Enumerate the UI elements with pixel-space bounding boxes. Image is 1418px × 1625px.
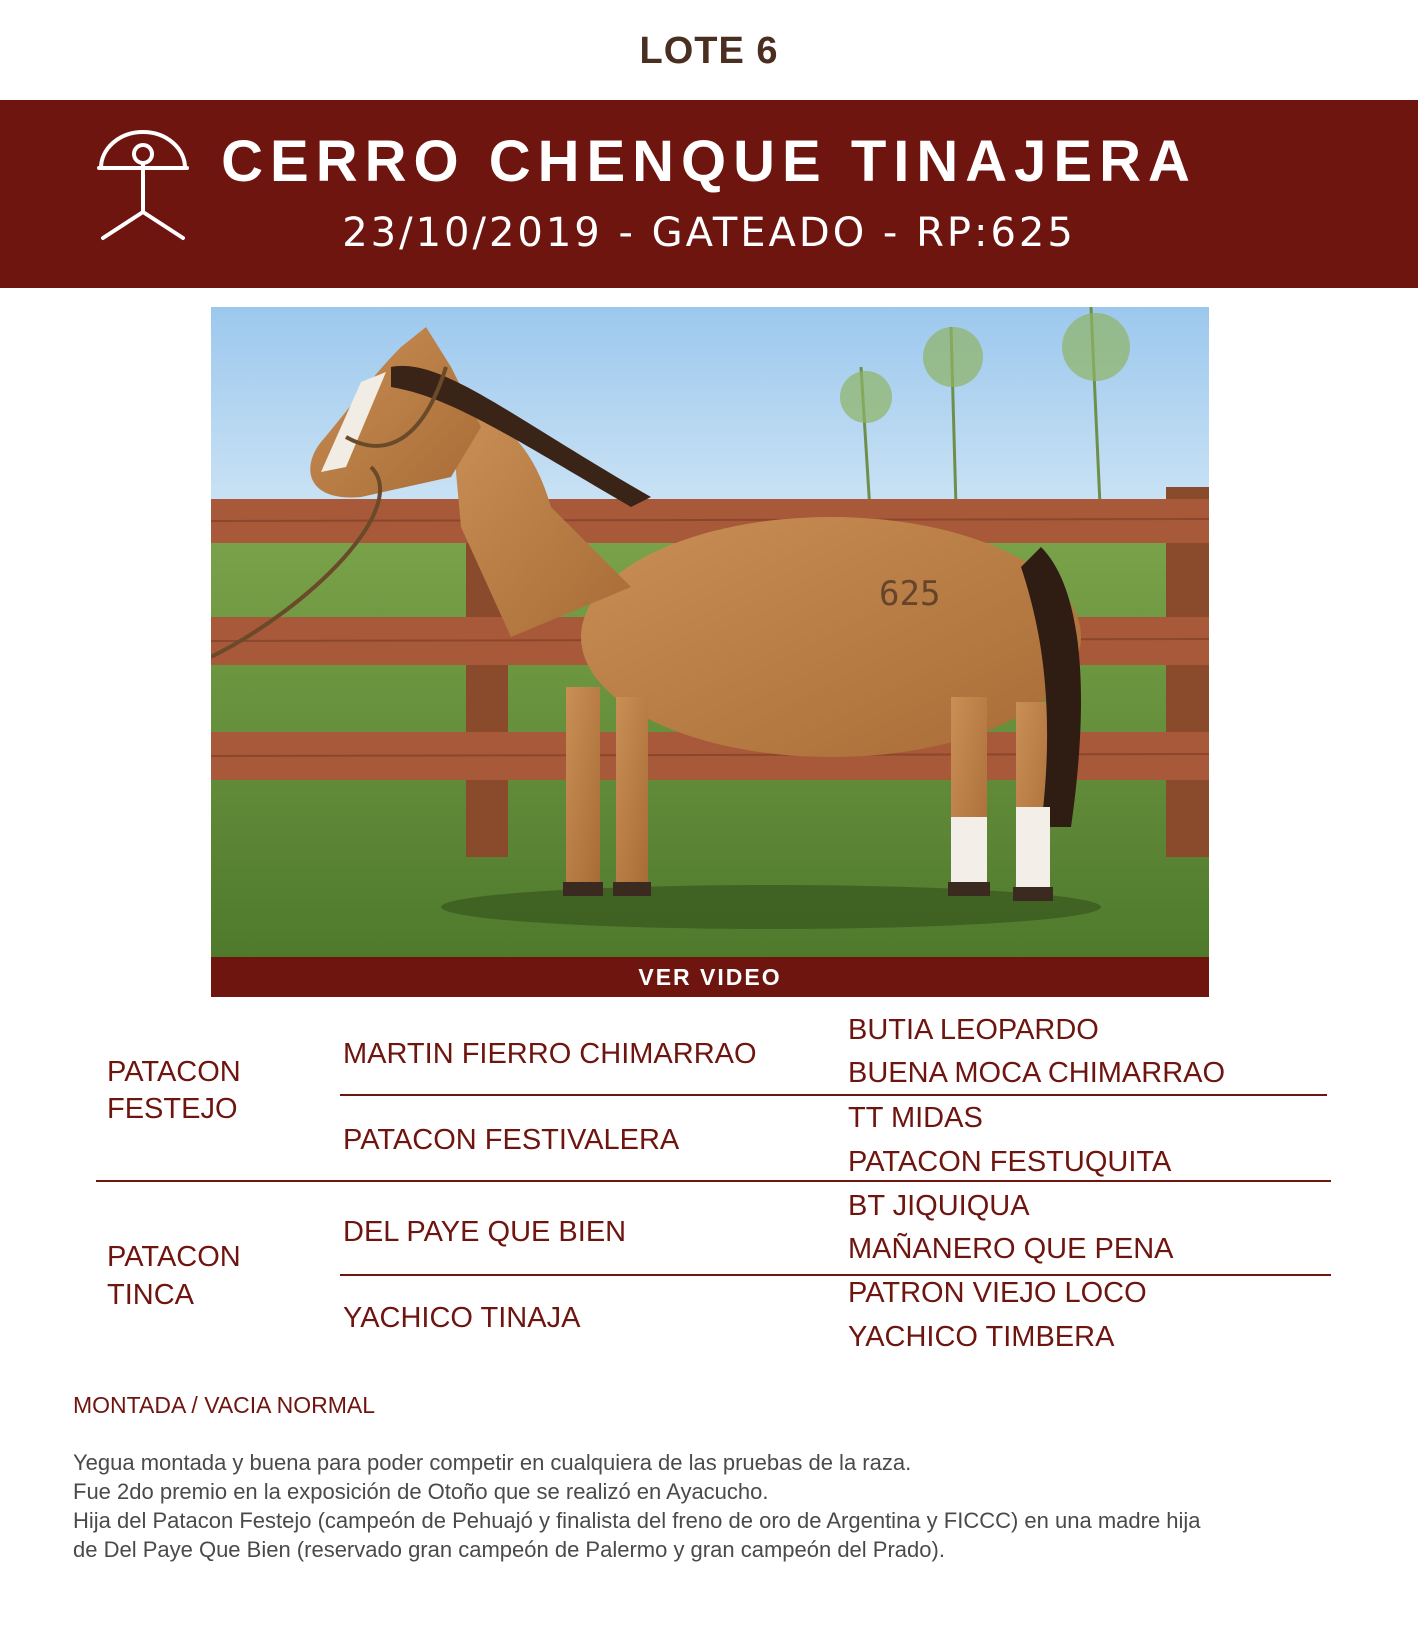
horse-photo	[211, 307, 1209, 957]
great-grandparent-7: PATRON VIEJO LOCO	[848, 1277, 1147, 1309]
dam-name-line1: PATACON	[107, 1241, 241, 1273]
maternal-granddam: YACHICO TINAJA	[343, 1302, 581, 1334]
paternal-grandsire: MARTIN FIERRO CHIMARRAO	[343, 1038, 757, 1070]
horse-details: 23/10/2019 - GATEADO - RP:625	[342, 210, 1076, 256]
description-line: de Del Paye Que Bien (reservado gran campeón de Palermo y gran campeón del Prado).	[73, 1537, 945, 1562]
description-line: Hija del Patacon Festejo (campeón de Pehuajó y finalista del freno de oro de Argentina y FICCC) en una madre hija	[73, 1508, 1201, 1533]
horse-brand-number: 625	[879, 574, 941, 614]
paternal-granddam: PATACON FESTIVALERA	[343, 1124, 680, 1156]
maternal-grandsire: DEL PAYE QUE BIEN	[343, 1216, 627, 1248]
pedigree-divider	[340, 1094, 1327, 1096]
description-line: Yegua montada y buena para poder competir en cualquiera de las pruebas de la raza.	[73, 1450, 912, 1475]
great-grandparent-5: BT JIQUIQUA	[848, 1190, 1030, 1222]
great-grandparent-1: BUTIA LEOPARDO	[848, 1014, 1099, 1046]
dam-name-line2: TINCA	[107, 1279, 194, 1311]
great-grandparent-4: PATACON FESTUQUITA	[848, 1146, 1172, 1178]
great-grandparent-6: MAÑANERO QUE PENA	[848, 1233, 1174, 1265]
great-grandparent-8: YACHICO TIMBERA	[848, 1321, 1115, 1353]
pedigree-main-divider	[96, 1180, 1331, 1182]
watch-video-button[interactable]: VER VIDEO	[211, 957, 1209, 997]
sire-name-line2: FESTEJO	[107, 1093, 238, 1125]
description	[73, 1448, 1363, 1564]
title-banner	[0, 100, 1418, 288]
lot-number: LOTE 6	[639, 30, 779, 72]
great-grandparent-3: TT MIDAS	[848, 1102, 983, 1134]
horse-name: CERRO CHENQUE TINAJERA	[221, 129, 1197, 194]
sire-name-line1: PATACON	[107, 1056, 241, 1088]
description-line: Fue 2do premio en la exposición de Otoño que se realizó en Ayacucho.	[73, 1479, 769, 1504]
pedigree-divider	[340, 1274, 1331, 1276]
great-grandparent-2: BUENA MOCA CHIMARRAO	[848, 1057, 1226, 1089]
status-text: MONTADA / VACIA NORMAL	[73, 1392, 376, 1418]
